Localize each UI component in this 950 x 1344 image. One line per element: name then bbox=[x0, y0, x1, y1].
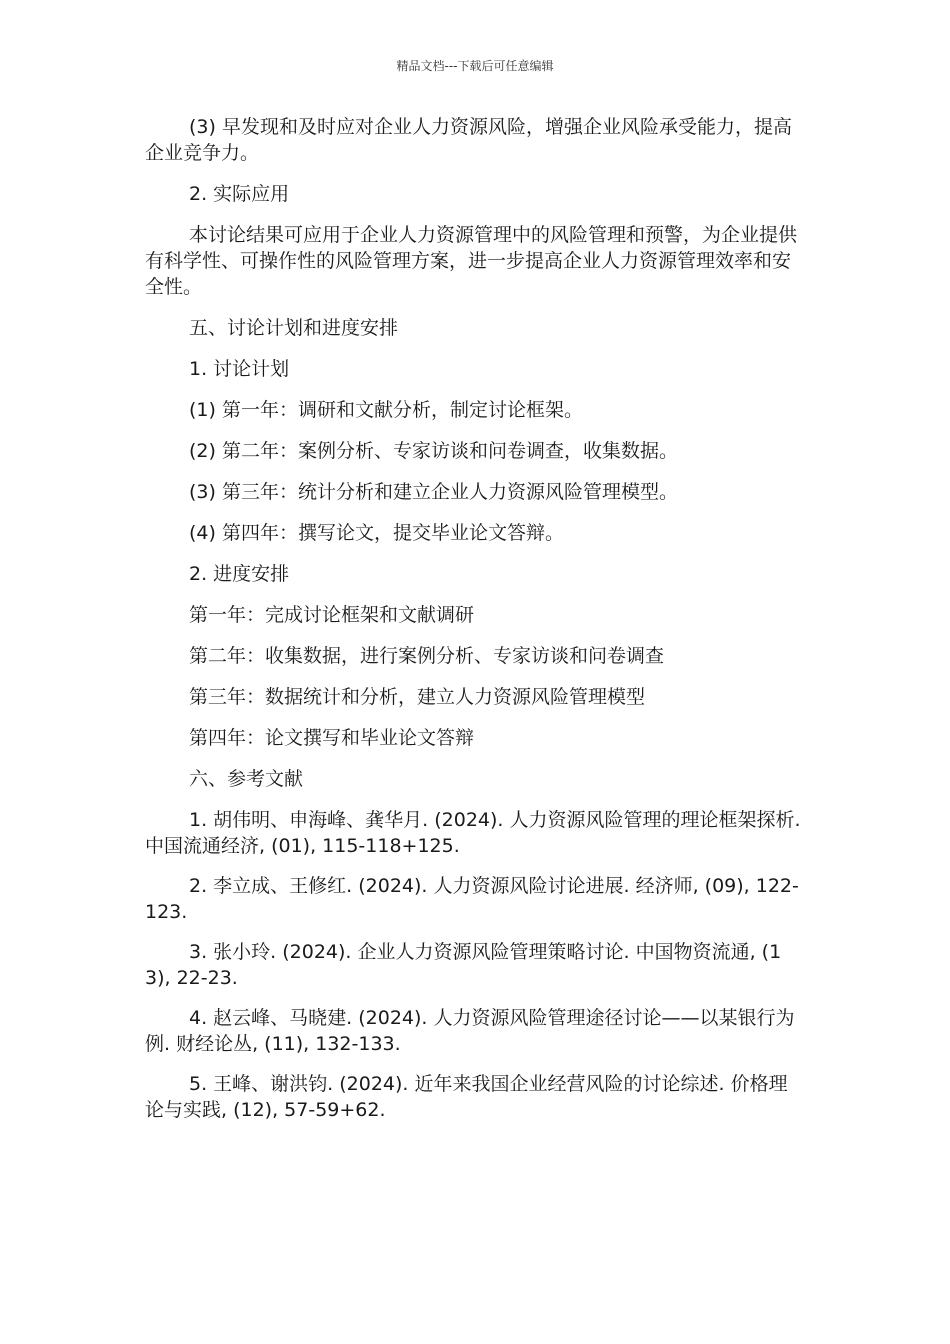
schedule-item: 第三年：数据统计和分析，建立人力资源风险管理模型 bbox=[189, 686, 646, 708]
paragraph-goal-3: (3) 早发现和及时应对企业人力资源风险，增强企业风险承受能力，提高企业竞争力。 bbox=[145, 116, 792, 164]
plan-item: (1) 第一年：调研和文献分析，制定讨论框架。 bbox=[189, 399, 583, 421]
document-body bbox=[145, 114, 805, 1137]
heading-schedule: 2. 进度安排 bbox=[189, 563, 290, 585]
reference-item: 1. 胡伟明、申海峰、龚华月. (2024). 人力资源风险管理的理论框架探析. 中国流通经济, (01), 115-118+125. bbox=[145, 809, 801, 857]
schedule-item: 第四年：论文撰写和毕业论文答辩 bbox=[189, 727, 475, 749]
heading-research-plan: 1. 讨论计划 bbox=[189, 358, 290, 380]
schedule-item: 第一年：完成讨论框架和文献调研 bbox=[189, 604, 475, 626]
paragraph-practical-application: 本讨论结果可应用于企业人力资源管理中的风险管理和预警，为企业提供有科学性、可操作性的风险管理方案，进一步提高企业人力资源管理效率和安全性。 bbox=[145, 224, 798, 298]
reference-item: 5. 王峰、谢洪钧. (2024). 近年来我国企业经营风险的讨论综述. 价格理论与实践, (12), 57-59+62. bbox=[145, 1073, 788, 1121]
schedule-item: 第二年：收集数据，进行案例分析、专家访谈和问卷调查 bbox=[189, 645, 665, 667]
heading-practical-application: 2. 实际应用 bbox=[189, 183, 290, 205]
plan-item: (4) 第四年：撰写论文，提交毕业论文答辩。 bbox=[189, 522, 564, 544]
reference-item: 2. 李立成、王修红. (2024). 人力资源风险讨论进展. 经济师, (09), 122-123. bbox=[145, 875, 799, 923]
reference-item: 4. 赵云峰、马晓建. (2024). 人力资源风险管理途径讨论——以某银行为例. 财经论丛, (11), 132-133. bbox=[145, 1007, 795, 1055]
plan-item: (2) 第二年：案例分析、专家访谈和问卷调查，收集数据。 bbox=[189, 440, 678, 462]
plan-item: (3) 第三年：统计分析和建立企业人力资源风险管理模型。 bbox=[189, 481, 678, 503]
section-heading-references: 六、参考文献 bbox=[189, 768, 304, 790]
section-heading-plan-schedule: 五、讨论计划和进度安排 bbox=[189, 317, 399, 339]
page-header: 精品文档---下载后可任意编辑 bbox=[396, 59, 554, 73]
reference-item: 3. 张小玲. (2024). 企业人力资源风险管理策略讨论. 中国物资流通, (13), 22-23. bbox=[145, 941, 782, 989]
